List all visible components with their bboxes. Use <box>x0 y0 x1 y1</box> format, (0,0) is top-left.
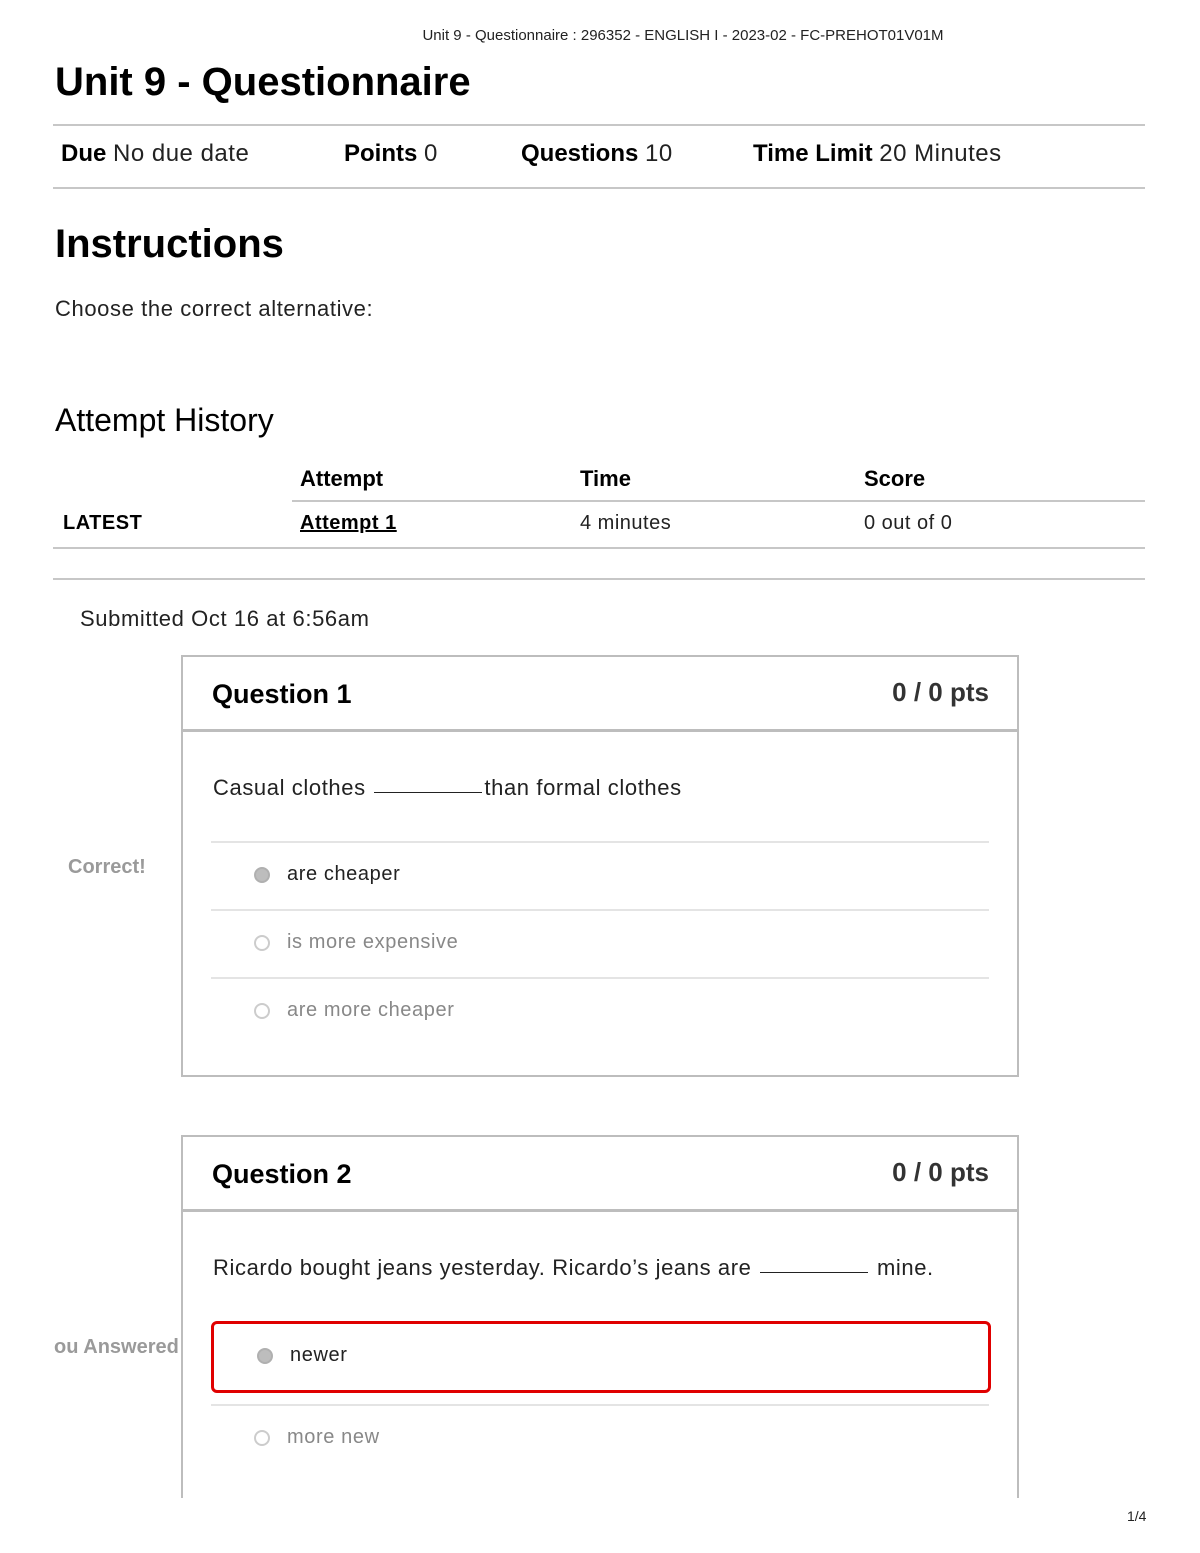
attempt-history-heading: Attempt History <box>55 402 274 438</box>
column-header-time: Time <box>580 466 631 491</box>
radio-icon <box>254 1430 270 1446</box>
answer-label: is more expensive <box>287 931 459 953</box>
question-1 <box>181 655 1019 1077</box>
points-value: 0 <box>424 140 438 167</box>
question-2 <box>181 1135 1019 1517</box>
due-info <box>61 140 249 168</box>
answer-option[interactable] <box>211 909 989 977</box>
attempt-time: 4 minutes <box>580 512 672 534</box>
due-value: No due date <box>113 140 250 167</box>
question-text-before: Casual clothes <box>213 775 373 800</box>
answer-option[interactable] <box>211 977 989 1045</box>
column-header-score: Score <box>864 466 926 491</box>
time-limit-info <box>753 140 1002 168</box>
page-bottom-mask <box>0 1498 1200 1553</box>
question-title: Question 1 <box>212 679 352 709</box>
answer-label: are cheaper <box>287 863 401 885</box>
questions-label: Questions <box>521 140 639 167</box>
page-title: Unit 9 - Questionnaire <box>55 60 471 104</box>
page-number: 1/4 <box>1127 1508 1147 1524</box>
question-text-after: mine. <box>870 1255 934 1280</box>
question-header <box>183 657 1017 732</box>
answer-option[interactable] <box>211 841 989 909</box>
question-text <box>213 1255 934 1281</box>
question-points: 0 / 0 pts <box>892 1157 989 1187</box>
answer-label: newer <box>290 1344 348 1366</box>
divider <box>53 124 1145 126</box>
divider <box>53 187 1145 189</box>
question-text-after: than formal clothes <box>484 775 682 800</box>
table-row-rule <box>53 547 1145 549</box>
points-label: Points <box>344 140 418 167</box>
divider <box>53 578 1145 580</box>
answer-option[interactable] <box>211 1404 989 1472</box>
blank-line <box>760 1271 868 1273</box>
attempt-score: 0 out of 0 <box>864 512 953 534</box>
attempt-1-link[interactable]: Attempt 1 <box>300 512 397 534</box>
correct-flag: Correct! <box>68 856 146 878</box>
question-text-before: Ricardo bought jeans yesterday. Ricardo’s jeans are <box>213 1255 759 1280</box>
due-label: Due <box>61 140 107 167</box>
radio-selected-icon <box>254 867 270 883</box>
answer-label: are more cheaper <box>287 999 455 1021</box>
print-header: Unit 9 - Questionnaire : 296352 - ENGLISH I - 2023-02 - FC-PREHOT01V01M <box>422 27 944 44</box>
question-points: 0 / 0 pts <box>892 677 989 707</box>
question-text <box>213 775 682 801</box>
question-header <box>183 1137 1017 1212</box>
column-header-attempt: Attempt <box>300 466 384 491</box>
time-limit-value: 20 Minutes <box>879 140 1002 167</box>
questions-value: 10 <box>645 140 673 167</box>
answer-label: more new <box>287 1426 380 1448</box>
blank-line <box>374 791 482 793</box>
answer-option-wrong[interactable] <box>211 1321 991 1393</box>
points-info <box>344 140 438 168</box>
question-title: Question 2 <box>212 1159 352 1189</box>
instructions-text: Choose the correct alternative: <box>55 296 374 321</box>
time-limit-label: Time Limit <box>753 140 873 167</box>
instructions-heading: Instructions <box>55 222 284 266</box>
you-answered-flag: ou Answered <box>54 1336 179 1358</box>
radio-icon <box>254 935 270 951</box>
radio-selected-icon <box>257 1348 273 1364</box>
table-header-rule <box>292 500 1145 502</box>
submitted-timestamp: Submitted Oct 16 at 6:56am <box>80 606 370 631</box>
latest-label: LATEST <box>63 512 143 534</box>
questions-info <box>521 140 673 168</box>
radio-icon <box>254 1003 270 1019</box>
